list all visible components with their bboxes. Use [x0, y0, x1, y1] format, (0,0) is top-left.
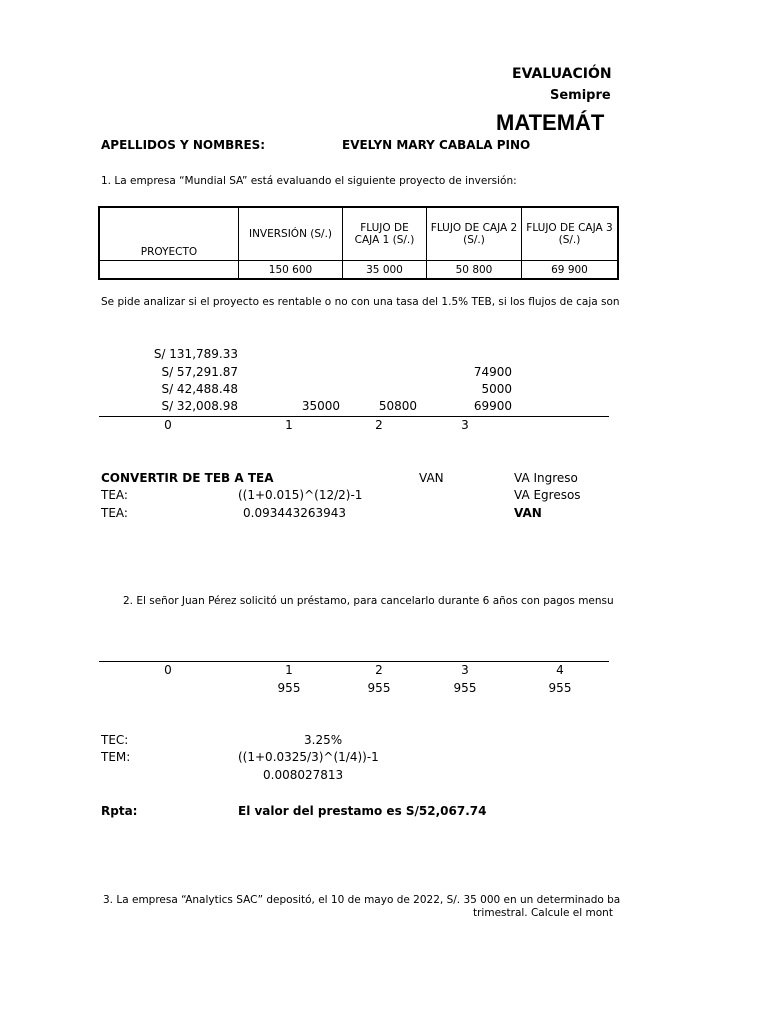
tec-label: TEC:: [101, 733, 129, 747]
payment-value: 955: [548, 681, 572, 695]
flow-value: 69900: [473, 399, 512, 413]
answer-label: Rpta:: [101, 804, 138, 818]
payment-value: 955: [367, 681, 391, 695]
timeline-period: 0: [164, 418, 172, 432]
va-egresos-label: VA Egresos: [514, 488, 581, 502]
answer-text: El valor del prestamo es S/52,067.74: [238, 804, 487, 818]
tem-value: 0.008027813: [263, 768, 344, 782]
cash-flow-table: [98, 206, 619, 280]
timeline-period: 2: [375, 663, 383, 677]
flow-value: 5000: [481, 382, 512, 396]
present-value: S/ 57,291.87: [161, 365, 238, 379]
document-subtitle: Semipre: [550, 88, 611, 103]
timeline-line: [99, 661, 609, 662]
table-cell: 50 800: [427, 261, 522, 280]
question-2-statement: 2. El señor Juan Pérez solicitó un préstamo, para cancelarlo durante 6 años con pagos mensu: [123, 595, 614, 607]
tea-formula: ((1+0.015)^(12/2)-1: [238, 488, 363, 502]
timeline-period: 3: [461, 663, 469, 677]
payment-value: 955: [453, 681, 477, 695]
tea-label: TEA:: [101, 488, 128, 502]
course-title: MATEMÁT: [496, 110, 605, 135]
tem-formula: ((1+0.0325/3)^(1/4))-1: [238, 750, 379, 764]
question-1-statement: 1. La empresa “Mundial SA” está evaluando el siguiente proyecto de inversión:: [101, 175, 517, 187]
timeline-period: 4: [556, 663, 564, 677]
table-header-flujo-3: FLUJO DE CAJA 3 (S/.): [522, 207, 619, 261]
present-value: S/ 131,789.33: [153, 347, 238, 361]
tea-label: TEA:: [101, 506, 128, 520]
va-ingreso-label: VA Ingreso: [514, 471, 578, 485]
table-cell: 35 000: [343, 261, 427, 280]
tec-value: 3.25%: [304, 733, 343, 747]
present-value: S/ 32,008.98: [161, 399, 238, 413]
table-header-flujo-1: FLUJO DE CAJA 1 (S/.): [343, 207, 427, 261]
table-header-proyecto: PROYECTO: [99, 207, 239, 261]
timeline-period: 3: [461, 418, 469, 432]
table-cell: 150 600: [239, 261, 343, 280]
table-header-inversion: INVERSIÓN (S/.): [239, 207, 343, 261]
convert-title: CONVERTIR DE TEB A TEA: [101, 471, 274, 485]
table-cell: 69 900: [522, 261, 619, 280]
tem-label: TEM:: [101, 750, 131, 764]
question-3-statement-continued: trimestral. Calcule el mont: [473, 907, 613, 919]
question-1-instruction: Se pide analizar si el proyecto es rentable o no con una tasa del 1.5% TEB, si los flujos de caja son: [101, 296, 620, 308]
table-cell: [99, 261, 239, 280]
flow-value: 35000: [301, 399, 340, 413]
van-result-label: VAN: [514, 506, 542, 520]
question-3-statement: 3. La empresa “Analytics SAC” depositó, el 10 de mayo de 2022, S/. 35 000 en un determinado ba: [103, 894, 621, 906]
present-value: S/ 42,488.48: [161, 382, 238, 396]
tea-value: 0.093443263943: [243, 506, 347, 520]
table-header-flujo-2: FLUJO DE CAJA 2 (S/.): [427, 207, 522, 261]
timeline-period: 0: [164, 663, 172, 677]
timeline-period: 2: [375, 418, 383, 432]
timeline-period: 1: [285, 663, 293, 677]
timeline-line: [99, 416, 609, 417]
flow-value: 50800: [378, 399, 417, 413]
timeline-period: 1: [285, 418, 293, 432]
payment-value: 955: [277, 681, 301, 695]
flow-value: 74900: [473, 365, 512, 379]
document-title: EVALUACIÓN: [512, 66, 612, 82]
student-name: EVELYN MARY CABALA PINO: [342, 138, 531, 152]
student-label: APELLIDOS Y NOMBRES:: [101, 138, 266, 152]
van-label: VAN: [419, 471, 444, 485]
